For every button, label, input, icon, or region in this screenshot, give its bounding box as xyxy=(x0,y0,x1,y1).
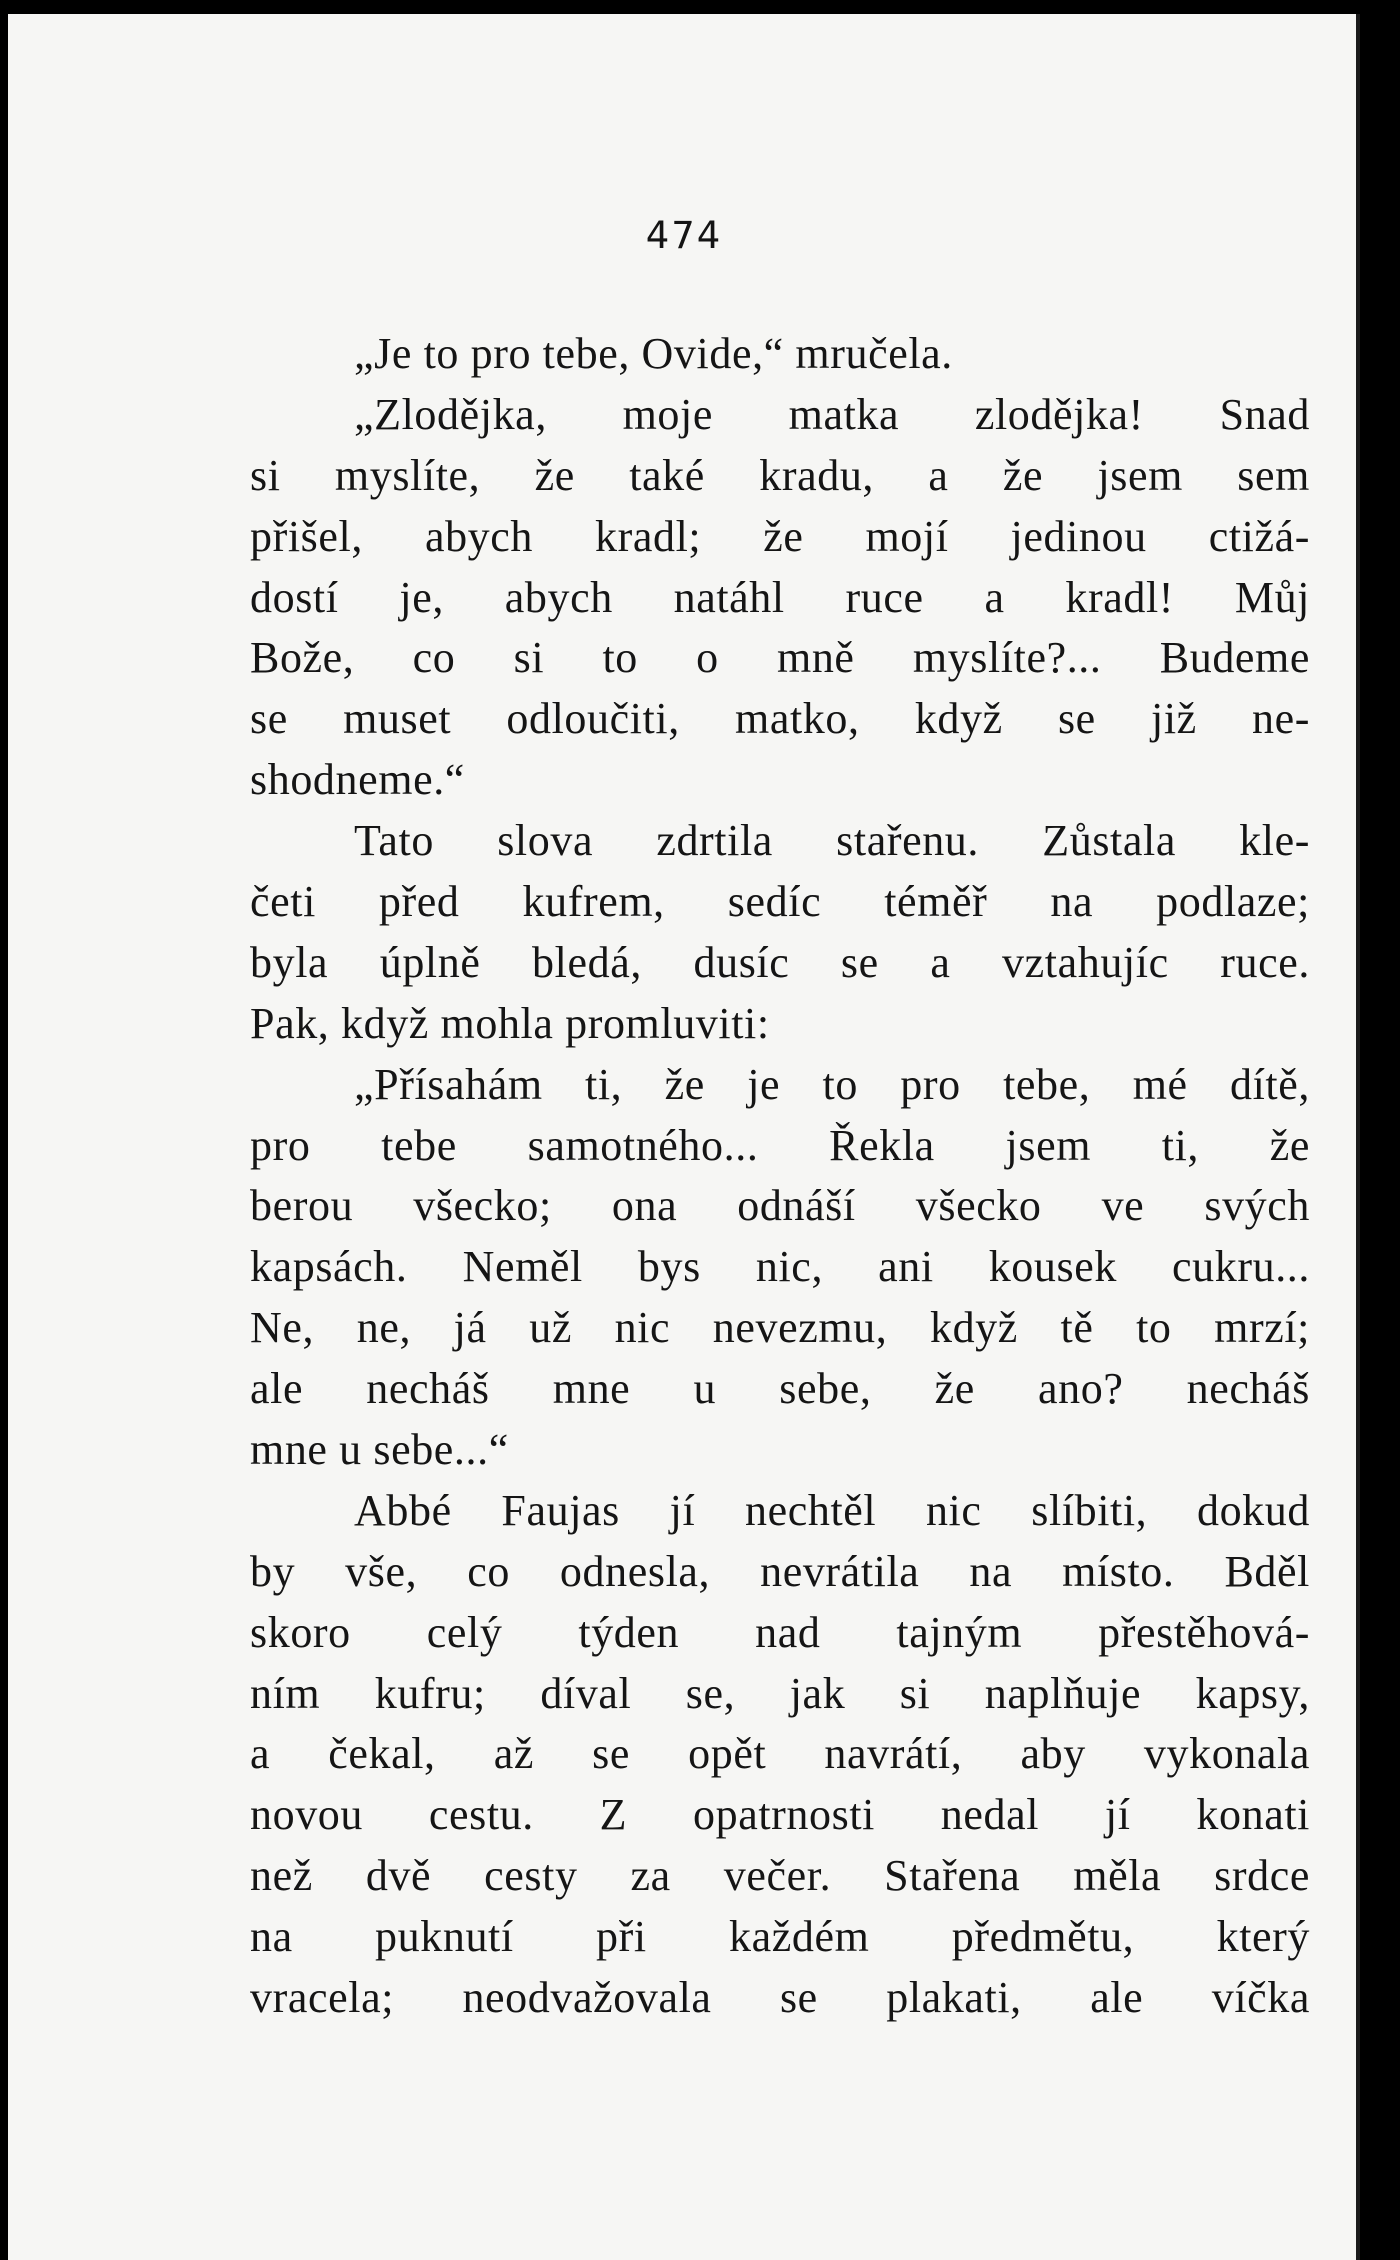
text-line: Ne, ne, já už nic nevezmu, když tě to mrzí; xyxy=(250,1303,1310,1353)
book-page xyxy=(8,14,1360,2260)
text-line: si myslíte, že také kradu, a že jsem sem xyxy=(250,450,1310,500)
text-line: Tato slova zdrtila stařenu. Zůstala kle- xyxy=(354,816,1310,866)
text-line: shodneme.“ xyxy=(250,755,465,805)
body-text xyxy=(250,324,1310,2029)
text-line: ním kufru; díval se, jak si naplňuje kapsy, xyxy=(250,1668,1310,1718)
text-line: přišel, abych kradl; že mojí jedinou ctižá- xyxy=(250,511,1310,561)
text-line: a čekal, až se opět navrátí, aby vykonala xyxy=(250,1729,1310,1779)
text-line: pro tebe samotného... Řekla jsem ti, že xyxy=(250,1120,1310,1170)
text-line: vracela; neodvažovala se plakati, ale víčka xyxy=(250,1973,1310,2023)
text-line: „Zlodějka, moje matka zlodějka! Snad xyxy=(354,389,1310,439)
text-line: četi před kufrem, sedíc téměř na podlaze; xyxy=(250,877,1310,927)
text-line: Abbé Faujas jí nechtěl nic slíbiti, dokud xyxy=(354,1485,1310,1535)
text-line: by vše, co odnesla, nevrátila na místo. Bděl xyxy=(250,1546,1310,1596)
text-line: na puknutí při každém předmětu, který xyxy=(250,1912,1310,1962)
text-line: „Je to pro tebe, Ovide,“ mručela. xyxy=(354,329,953,378)
text-line: skoro celý týden nad tajným přestěhová- xyxy=(250,1607,1310,1657)
text-line: kapsách. Neměl bys nic, ani kousek cukru... xyxy=(250,1242,1310,1292)
text-line: Bože, co si to o mně myslíte?... Budeme xyxy=(250,633,1310,683)
text-line: ale necháš mne u sebe, že ano? necháš xyxy=(250,1364,1310,1414)
scan-border xyxy=(1360,0,1400,2260)
text-line: byla úplně bledá, dusíc se a vztahujíc ruce. xyxy=(250,937,1310,987)
text-line: novou cestu. Z opatrnosti nedal jí konati xyxy=(250,1790,1310,1840)
text-line: Pak, když mohla promluviti: xyxy=(250,998,770,1048)
text-line: dostí je, abych natáhl ruce a kradl! Můj xyxy=(250,572,1310,622)
text-line: berou všecko; ona odnáší všecko ve svých xyxy=(250,1181,1310,1231)
text-line: „Přísahám ti, že je to pro tebe, mé dítě, xyxy=(354,1059,1310,1109)
text-line: mne u sebe...“ xyxy=(250,1425,509,1475)
page-number: 474 xyxy=(645,214,723,257)
text-line: se muset odloučiti, matko, když se již ne- xyxy=(250,694,1310,744)
text-line: než dvě cesty za večer. Stařena měla srdce xyxy=(250,1851,1310,1901)
